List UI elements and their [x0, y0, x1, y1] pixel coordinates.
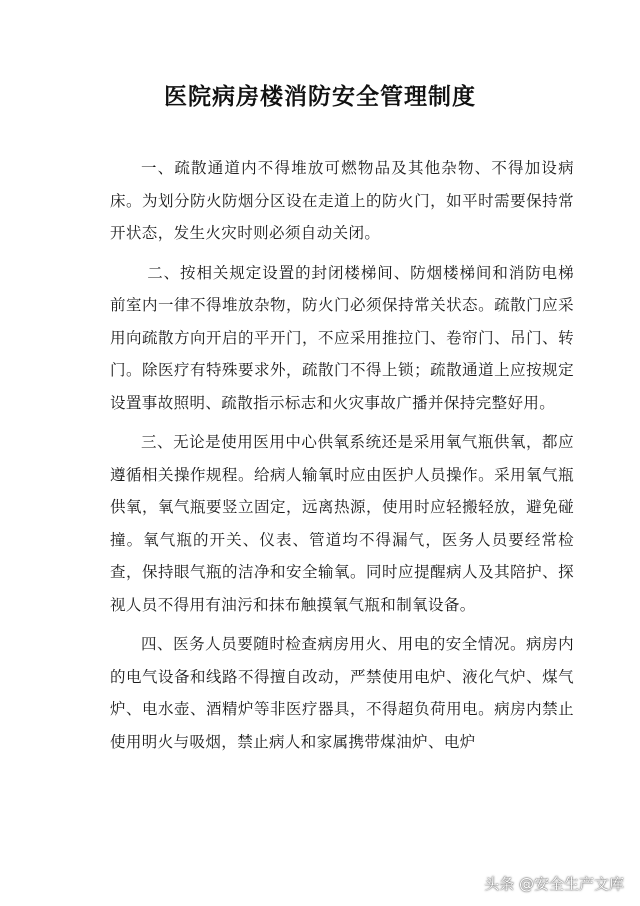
paragraph-3: 三、无论是使用医用中心供氧系统还是采用氧气瓶供氧，都应遵循相关操作规程。给病人输氧时应由医护人员操作。采用氧气瓶供氧，氧气瓶要竖立固定，远离热源，使用时应轻搬轻放，避免碰撞。氧气瓶的开关、仪表、管道均不得漏气，医务人员要经常检查，保持眼气瓶的洁净和安全输氧。同时应提醒病人及其陪护、探视人员不得用有油污和抹布触摸氧气瓶和制氧设备。 [110, 433, 574, 614]
paragraph-2: 二、按相关规定设置的封闭楼梯间、防烟楼梯间和消防电梯前室内一律不得堆放杂物，防火门必须保持常关状态。疏散门应采用向疏散方向开启的平开门，不应采用推拉门、卷帘门、吊门、转门。除医疗有特殊要求外，疏散门不得上锁；疏散通道上应按规定设置事故照明、疏散指示标志和火灾事故广播并保持完整好用。 [110, 263, 574, 412]
document-title: 医院病房楼消防安全管理制度 [164, 84, 476, 110]
paragraph-1: 一、疏散通道内不得堆放可燃物品及其他杂物、不得加设病床。为划分防火防烟分区设在走道上的防火门，如平时需要保持常开状态，发生火灾时则必须自动关闭。 [110, 159, 574, 242]
source-watermark: 头条 @安全生产文库 [484, 875, 624, 893]
document-body [110, 152, 574, 765]
paragraph-4: 四、医务人员要随时检查病房用火、用电的安全情况。病房内的电气设备和线路不得擅自改动，严禁使用电炉、液化气炉、煤气炉、电水壶、酒精炉等非医疗器具，不得超负荷用电。病房内禁止使用明火与吸烟，禁止病人和家属携带煤油炉、电炉 [110, 635, 574, 751]
